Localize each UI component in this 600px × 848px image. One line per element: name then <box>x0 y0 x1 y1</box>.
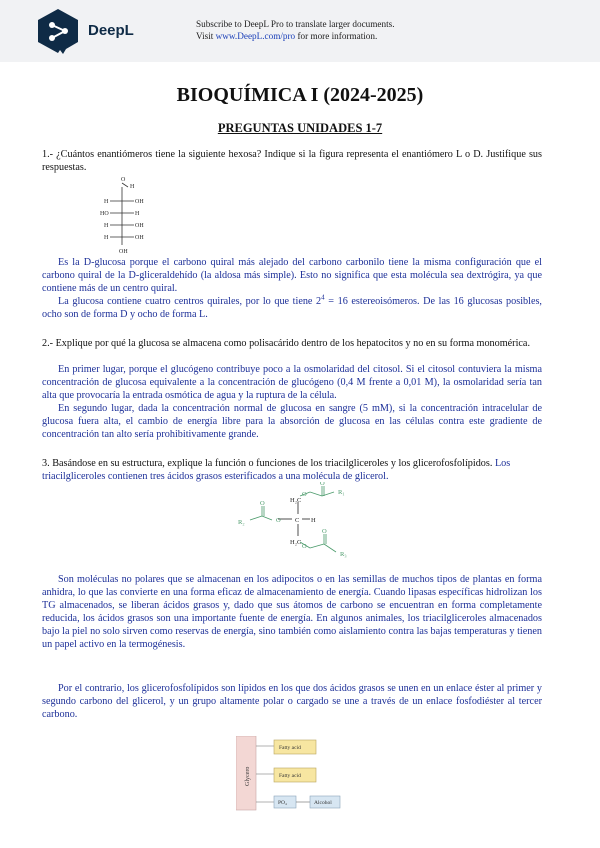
tg-label: H₂C <box>290 497 302 504</box>
tg-label: O <box>322 528 327 535</box>
promo-visit: Visit <box>196 31 214 41</box>
fig-label: O <box>121 177 126 183</box>
tg-label: O <box>302 543 307 550</box>
hexose-fischer-projection <box>92 175 152 255</box>
q1-answer-2 <box>42 295 542 321</box>
q2-answer-1: En primer lugar, porque el glucógeno contribuye poco a la osmolaridad del citosol. Si el citosol contuviera la misma concentración de glucosa equivalente a la concentración de glucógeno (0,4 M frente a 0,01 M), la osmolaridad sería tan alta que provocaría la entrada osmótica de agua y la ruptura de la célula. <box>42 364 542 401</box>
fig-label: OH <box>135 235 144 241</box>
tg-label: O <box>260 500 265 507</box>
tg-label: O <box>320 482 325 487</box>
deepl-banner <box>0 0 600 62</box>
fig-label: H <box>104 223 109 229</box>
q3-question-text: 3. Basándose en su estructura, explique la función o funciones de los triacilgliceroles y los glicerofosfolípidos. <box>42 458 493 469</box>
tg-label: R₂ <box>238 519 245 526</box>
fig-label: HO <box>100 211 109 217</box>
q3-question <box>42 457 542 483</box>
fig-label: H <box>104 235 109 241</box>
promo-text <box>196 18 395 42</box>
q3-answer-1: Son moléculas no polares que se almacenan en los adipocitos o en las semillas de muchos tipos de plantas en forma anhidra, lo que las convierte en una forma eficaz de almacenamiento de energía. Cuando lipasas específicas hidrolizan los TG almacenados, se liberan ácidos grasos y, dado que sus átomos de carbono se encuentran en forma completamente reducida, los ácidos grasos son una importante fuente de energía. En algunos animales, los triacilgliceroles almacenados bajo la piel no solo sirven como reservas de energía, sino también como aislamiento contra las bajas temperaturas y tienen un papel activo en la termogénesis. <box>42 574 542 650</box>
tg-label: H <box>311 517 316 524</box>
q3-question-blue: Los triacilgliceroles contienen tres ácidos grasos esterificados a una molécula de glicerol. <box>42 458 511 482</box>
fig-label: H <box>130 184 135 190</box>
tg-label: O <box>302 491 307 498</box>
fig-label: H <box>135 211 140 217</box>
q2-question: 2.- Explique por qué la glucosa se almacena como polisacárido dentro de los hepatocitos y no en su forma monomérica. <box>42 338 531 349</box>
promo-rest: for more information. <box>297 31 378 41</box>
deepl-logo-icon[interactable] <box>36 8 80 54</box>
q1-answer-2-sup: 4 <box>321 293 325 302</box>
promo-line-1: Subscribe to DeepL Pro to translate larger documents. <box>196 19 395 29</box>
promo-line-2 <box>196 30 395 42</box>
deepl-logo-text[interactable]: DeepL <box>88 22 134 39</box>
deepl-pro-link[interactable]: www.DeepL.com/pro <box>215 31 296 41</box>
fig-label: OH <box>119 249 128 255</box>
tg-label: R₁ <box>338 489 345 496</box>
q1-answer-2-b: = 16 estereoisómeros. De las 16 glucosas posibles, ocho son de forma D y ocho de forma L. <box>42 296 542 320</box>
page-title: BIOQUÍMICA I (2024-2025) <box>176 84 424 106</box>
q1-answer-1: Es la D-glucosa porque el carbono quiral más alejado del carbono carbonilo tiene la misma configuración que el carbono quiral de la D-gliceraldehído (la aldosa más simple). Esto no significa que esta molécula sea dextrógira, ya que contiene más de un centro quiral. <box>42 257 542 294</box>
page-subtitle: PREGUNTAS UNIDADES 1-7 <box>217 121 383 135</box>
tg-label: C <box>295 517 300 524</box>
tg-label: R₃ <box>340 551 347 558</box>
q1-question: 1.- ¿Cuántos enantiómeros tiene la siguiente hexosa? Indique si la figura representa el enantiómero L o D. Justifique sus respuestas. <box>42 149 542 173</box>
tg-label: H₂C <box>290 539 302 546</box>
fig-label: OH <box>135 223 144 229</box>
alcohol-label: Alcohol <box>314 800 332 806</box>
q2-answer-2: En segundo lugar, dada la concentración normal de glucosa en sangre (5 mM), si la concentración intracelular de glucosa fuera alta, el cambio de energía libre para la absorción de glucosa en las células contra este gradiente de concentración tan alto sería prohibitivamente grande. <box>42 403 542 440</box>
fig-label: OH <box>135 199 144 205</box>
phosphate-label: PO₄ <box>278 800 287 806</box>
q1-answer-2-a: La glucosa contiene cuatro centros quirales, por lo que tiene 2 <box>58 296 322 307</box>
q3-answer-2: Por el contrario, los glicerofosfolípidos son lípidos en los que dos ácidos grasos se unen en un enlace éster al primer y segundo carbono del glicerol, y un grupo altamente polar o cargado se une a través de un enlace fosfodiéster al tercer carbono. <box>42 683 542 720</box>
glycerophospholipid-diagram <box>236 736 348 814</box>
fatty-acid-2-label: Fatty acid <box>279 773 301 779</box>
triacylglycerol-structure <box>232 482 362 564</box>
tg-label: O <box>276 517 281 524</box>
glycerol-label: Glycero <box>245 766 251 786</box>
fig-label: H <box>104 199 109 205</box>
fatty-acid-1-label: Fatty acid <box>279 745 301 751</box>
